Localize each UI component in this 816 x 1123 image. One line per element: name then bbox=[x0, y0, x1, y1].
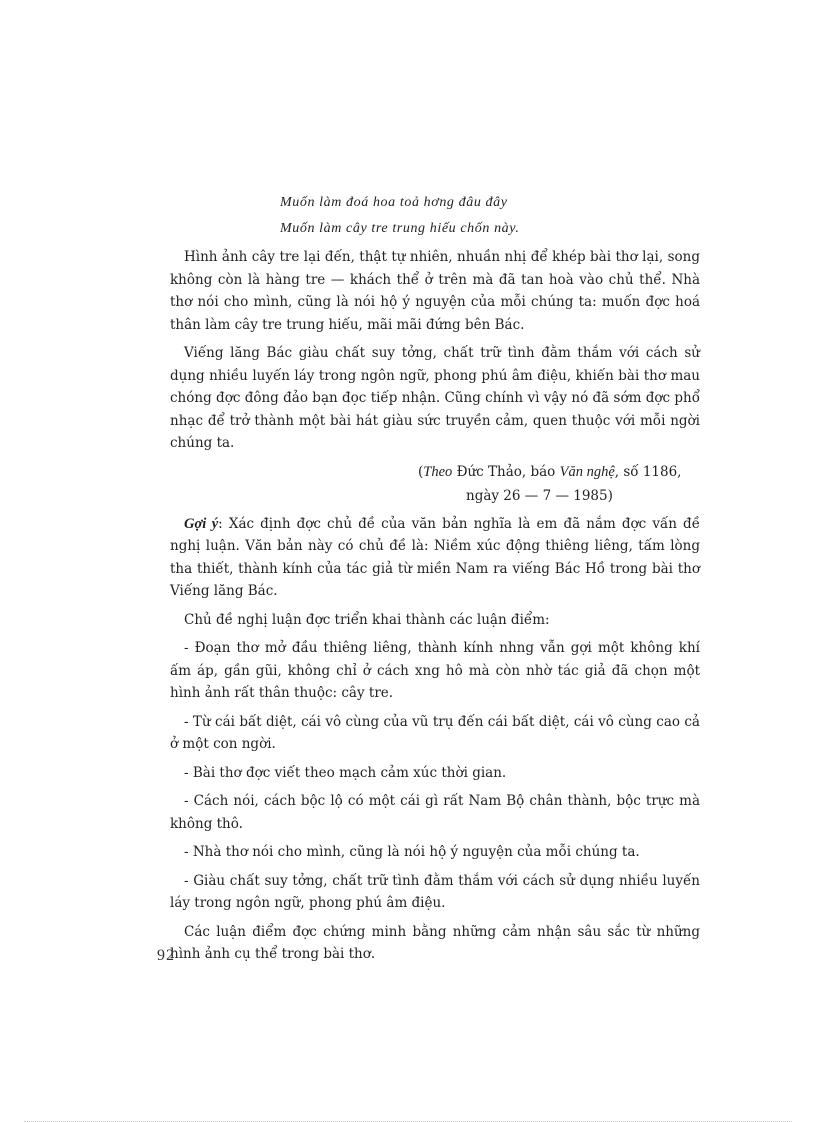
page-number: 92 bbox=[157, 947, 175, 964]
page-body bbox=[170, 190, 700, 972]
source-newspaper: Văn nghệ bbox=[559, 463, 615, 480]
source-citation bbox=[418, 461, 700, 483]
paragraph-bamboo-image: Hình ảnh cây tre lại đến, thật tự nhiên, nhuần nhị để khép bài thơ lại, song không còn là hàng tre — khách thể ở trên mà đã tan hoà vào chủ thể. Nhà thơ nói cho mình, cũng là nói hộ ý nguyện của mỗi chúng ta: muốn đợc hoá thân làm cây tre trung hiếu, mãi mãi đứng bên Bác. bbox=[170, 249, 700, 333]
source-author: Đức Thảo, báo bbox=[452, 463, 560, 480]
point-item: - Giàu chất suy tởng, chất trữ tình đằm thắm với cách sử dụng nhiều luyến láy trong ngôn ngữ, phong phú âm điệu. bbox=[170, 872, 700, 911]
point-item: - Cách nói, cách bộc lộ có một cái gì rất Nam Bộ chân thành, bộc trực mà không thô. bbox=[170, 793, 700, 832]
point-item: - Nhà thơ nói cho mình, cũng là nói hộ ý nguyện của mỗi chúng ta. bbox=[184, 844, 640, 860]
point-item: - Đoạn thơ mở đầu thiêng liêng, thành kính nhng vẫn gợi một không khí ấm áp, gần gũi, không chỉ ở cách xng hô mà còn nhờ tác giả đã chọn một hình ảnh rất thân thuộc: cây tre. bbox=[170, 640, 700, 701]
point-item: - Từ cái bất diệt, cái vô cùng của vũ trụ đến cái bất diệt, cái vô cùng cao cả ở một con ngời. bbox=[170, 713, 700, 752]
hint-label: Gợi ý bbox=[184, 515, 219, 532]
source-date: ngày 26 — 7 — 1985) bbox=[466, 487, 613, 504]
poem-line-1: Muốn làm đoá hoa toả hơng đâu đây bbox=[280, 195, 508, 210]
thesis-intro: Chủ đề nghị luận đợc triển khai thành các luận điểm: bbox=[184, 611, 550, 628]
footer-divider bbox=[24, 1121, 792, 1122]
hint-paragraph bbox=[170, 513, 700, 603]
paragraph-poem-qualities: Viếng lăng Bác giàu chất suy tởng, chất trữ tình đằm thắm với cách sử dụng nhiều luyến láy trong ngôn ngữ, phong phú âm điệu, khiến bài thơ mau chóng đợc đông đảo bạn đọc tiếp nhận. Cũng chính vì vậy nó đã sớm đợc phổ nhạc để trở thành một bài hát giàu sức truyền cảm, quen thuộc với mỗi ngời chúng ta. bbox=[170, 345, 700, 451]
hint-text: : Xác định đợc chủ đề của văn bản nghĩa là em đã nắm đợc vấn đề nghị luận. Văn bản này có chủ đề là: Niềm xúc động thiêng liêng, tấm lòng tha thiết, thành kính của tác giả từ miền Nam ra viếng Bác Hồ trong bài thơ Viếng lăng Bác. bbox=[170, 515, 700, 599]
source-theo: Theo bbox=[423, 463, 453, 480]
source-issue: , số 1186, bbox=[614, 463, 682, 480]
conclusion-paragraph: Các luận điểm đợc chứng minh bằng những cảm nhận sâu sắc từ những hình ảnh cụ thể trong bài thơ. bbox=[170, 923, 700, 962]
poem-line-2: Muốn làm cây tre trung hiếu chốn này. bbox=[280, 221, 520, 236]
source-open: ( bbox=[418, 463, 424, 480]
point-item: - Bài thơ đợc viết theo mạch cảm xúc thời gian. bbox=[184, 764, 507, 781]
poem-excerpt bbox=[280, 190, 700, 242]
